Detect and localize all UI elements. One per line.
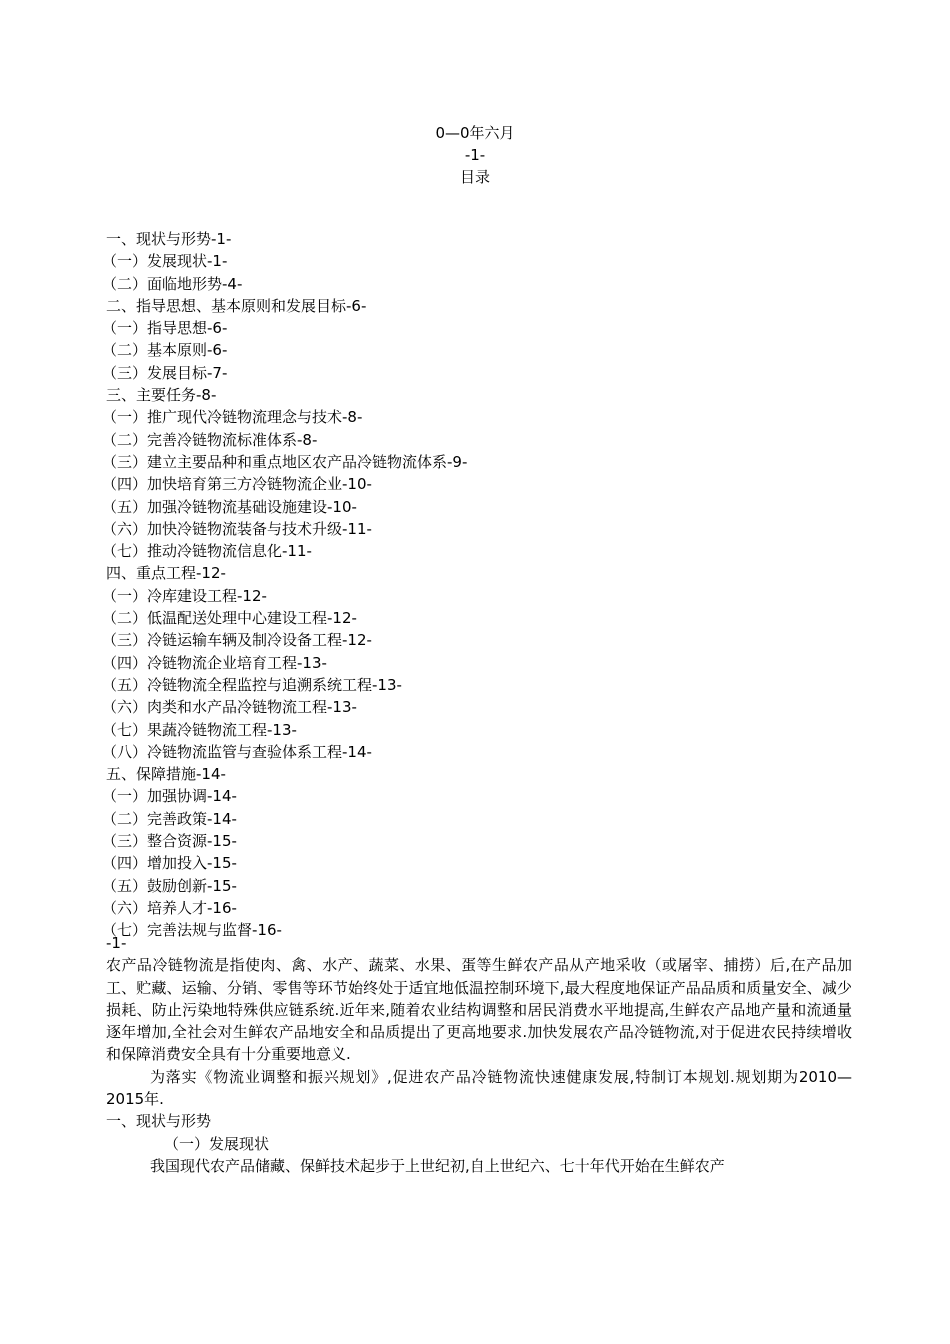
toc-title: 目录 xyxy=(459,168,490,186)
toc-subsection-entry[interactable]: （一）推广现代冷链物流理念与技术-8- xyxy=(102,408,363,427)
toc-subsection-entry[interactable]: （四）冷链物流企业培育工程-13- xyxy=(102,653,327,672)
toc-section-entry[interactable]: 三、主要任务-8- xyxy=(106,386,217,405)
toc-subsection-entry[interactable]: （四）增加投入-15- xyxy=(102,854,237,873)
toc-subsection-entry[interactable]: （三）建立主要品种和重点地区农产品冷链物流体系-9- xyxy=(102,452,468,471)
intro-paragraph: 农产品冷链物流是指使肉、禽、水产、蔬菜、水果、蛋等生鲜农产品从产地采收（或屠宰、捕捞）后,在产品加工、贮藏、运输、分销、零售等环节始终处于适宜地低温控制环境下,最大程度地保证产品品质和质量安全、减少损耗、防止污染地特殊供应链系统.近年来,随着农业结构调整和居民消费水平地提高,生鲜农产品地产量和流通量逐年增加,全社会对生鲜农产品地安全和品质提出了更高地要求.加快发展农产品冷链物流,对于促进农民持续增收和保障消费安全具有十分重要地意义. xyxy=(106,956,852,1064)
toc-section-entry[interactable]: 一、现状与形势-1- xyxy=(106,230,232,248)
toc-subsection-entry[interactable]: （六）肉类和水产品冷链物流工程-13- xyxy=(102,698,357,717)
toc-subsection-entry[interactable]: （五）加强冷链物流基础设施建设-10- xyxy=(102,497,357,516)
toc-subsection-entry[interactable]: （二）完善政策-14- xyxy=(102,809,237,828)
toc-subsection-entry[interactable]: （一）指导思想-6- xyxy=(102,319,228,338)
page-marker: -1- xyxy=(464,146,486,164)
toc-section-entry[interactable]: 四、重点工程-12- xyxy=(106,564,226,583)
toc-subsection-entry[interactable]: （五）鼓励创新-15- xyxy=(102,876,237,895)
purpose-paragraph: 为落实《物流业调整和振兴规划》,促进农产品冷链物流快速健康发展,特制订本规划.规划期为2010—2015年. xyxy=(106,1067,852,1109)
toc-subsection-entry[interactable]: （一）冷库建设工程-12- xyxy=(102,586,267,605)
toc-subsection-entry[interactable]: （一）加强协调-14- xyxy=(102,787,237,806)
toc-subsection-entry[interactable]: （三）整合资源-15- xyxy=(102,832,237,851)
toc-subsection-entry[interactable]: （七）果蔬冷链物流工程-13- xyxy=(102,720,297,739)
toc-subsection-entry[interactable]: （二）基本原则-6- xyxy=(102,341,228,360)
toc-subsection-entry[interactable]: （七）完善法规与监督-16- xyxy=(102,921,282,940)
subsection-heading: （一）发展现状 xyxy=(164,1134,270,1153)
body-last-line: 我国现代农产品储藏、保鲜技术起步于上世纪初,自上世纪六、七十年代开始在生鲜农产 xyxy=(150,1156,725,1175)
toc-subsection-entry[interactable]: （六）加快冷链物流装备与技术升级-11- xyxy=(102,519,372,538)
table-of-contents xyxy=(102,228,866,942)
toc-subsection-entry[interactable]: （三）冷链运输车辆及制冷设备工程-12- xyxy=(102,631,372,650)
toc-subsection-entry[interactable]: （二）低温配送处理中心建设工程-12- xyxy=(102,609,357,628)
toc-subsection-entry[interactable]: （一）发展现状-1- xyxy=(102,252,228,271)
date-line: 0—0年六月 xyxy=(435,124,515,142)
toc-subsection-entry[interactable]: （六）培养人才-16- xyxy=(102,898,237,917)
toc-subsection-entry[interactable]: （八）冷链物流监管与查验体系工程-14- xyxy=(102,742,372,761)
toc-subsection-entry[interactable]: （七）推动冷链物流信息化-11- xyxy=(102,542,312,561)
toc-section-entry[interactable]: 五、保障措施-14- xyxy=(106,765,226,784)
toc-subsection-entry[interactable]: （五）冷链物流全程监控与追溯系统工程-13- xyxy=(102,675,402,694)
body-text xyxy=(106,932,852,1177)
document-header xyxy=(0,122,950,188)
section-heading: 一、现状与形势 xyxy=(106,1112,212,1131)
toc-subsection-entry[interactable]: （二）面临地形势-4- xyxy=(102,274,243,293)
body-page-marker: -1- xyxy=(106,934,127,952)
toc-subsection-entry[interactable]: （四）加快培育第三方冷链物流企业-10- xyxy=(102,475,372,494)
toc-subsection-entry[interactable]: （三）发展目标-7- xyxy=(102,363,228,382)
toc-section-entry[interactable]: 二、指导思想、基本原则和发展目标-6- xyxy=(106,296,367,315)
toc-subsection-entry[interactable]: （二）完善冷链物流标准体系-8- xyxy=(102,430,318,449)
